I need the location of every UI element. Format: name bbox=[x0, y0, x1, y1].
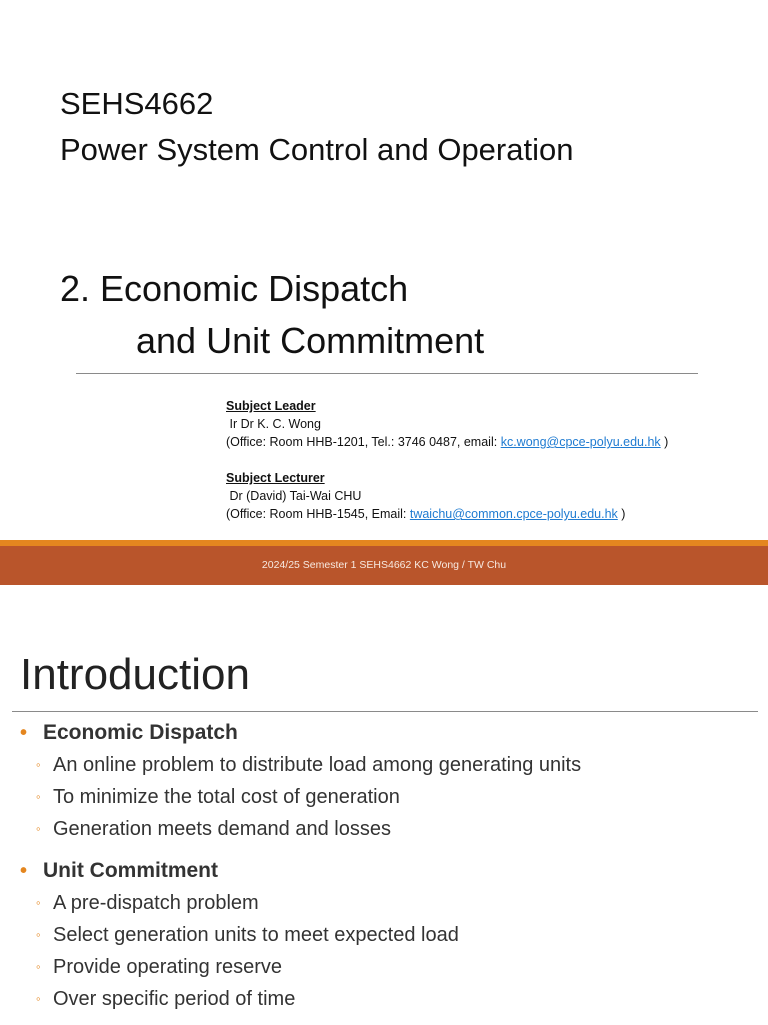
sub-bullet-item: ◦ A pre-dispatch problem bbox=[20, 887, 760, 919]
subject-leader-name: Ir Dr K. C. Wong bbox=[229, 417, 321, 431]
sub-bullet-item: ◦ Select generation units to meet expected load bbox=[20, 919, 760, 951]
subject-lecturer-name: Dr (David) Tai-Wai CHU bbox=[229, 489, 362, 503]
slide-gap bbox=[0, 585, 768, 600]
bullet-group-unit-commitment bbox=[20, 855, 760, 1015]
orange-ring-bullet-icon: ◦ bbox=[36, 991, 41, 1006]
orange-ring-bullet-icon: ◦ bbox=[36, 927, 41, 942]
subject-leader-email-link[interactable]: kc.wong@cpce-polyu.edu.hk bbox=[500, 435, 661, 449]
course-code: SEHS4662 bbox=[60, 86, 214, 121]
footer-text: 2024/25 Semester 1 SEHS4662 KC Wong / TW Chu bbox=[261, 559, 507, 571]
orange-ring-bullet-icon: ◦ bbox=[36, 821, 41, 836]
orange-dot-bullet-icon: • bbox=[20, 722, 28, 744]
topic-title-line-1: 2. Economic Dispatch bbox=[60, 268, 409, 309]
sub-bullet-item: ◦ Over specific period of time bbox=[20, 983, 760, 1015]
topic-title-line-2: and Unit Commitment bbox=[136, 320, 485, 361]
orange-ring-bullet-icon: ◦ bbox=[36, 895, 41, 910]
subject-leader-office: (Office: Room HHB-1201, Tel.: 3746 0487, email: kc.wong@cpce-polyu.edu.hk ) bbox=[226, 435, 669, 449]
orange-ring-bullet-icon: ◦ bbox=[36, 959, 41, 974]
subject-lecturer-email-link[interactable]: twaichu@common.cpce-polyu.edu.hk bbox=[409, 507, 618, 521]
bullet-heading: • Economic Dispatch bbox=[20, 717, 760, 749]
slide-title: Introduction bbox=[20, 650, 250, 699]
bullet-heading: • Unit Commitment bbox=[20, 855, 760, 887]
title-divider bbox=[76, 373, 698, 374]
introduction-slide bbox=[0, 600, 768, 1024]
sub-bullet-item: ◦ Generation meets demand and losses bbox=[20, 813, 760, 845]
subject-lecturer-heading: Subject Lecturer bbox=[226, 471, 325, 485]
course-name: Power System Control and Operation bbox=[60, 132, 574, 167]
sub-bullet-item: ◦ To minimize the total cost of generation bbox=[20, 781, 760, 813]
sub-bullet-item: ◦ Provide operating reserve bbox=[20, 951, 760, 983]
bullet-group-economic-dispatch bbox=[20, 717, 760, 845]
subject-lecturer-block bbox=[226, 469, 668, 523]
bullet-list bbox=[20, 717, 760, 1025]
orange-ring-bullet-icon: ◦ bbox=[36, 757, 41, 772]
contact-info bbox=[226, 397, 668, 523]
subject-leader-block bbox=[226, 397, 668, 451]
subject-leader-heading: Subject Leader bbox=[226, 399, 316, 413]
orange-dot-bullet-icon: • bbox=[20, 860, 28, 882]
sub-bullet-item: ◦ An online problem to distribute load among generating units bbox=[20, 749, 760, 781]
title-divider bbox=[12, 711, 758, 712]
subject-lecturer-office: (Office: Room HHB-1545, Email: twaichu@common.cpce-polyu.edu.hk ) bbox=[226, 507, 626, 521]
orange-ring-bullet-icon: ◦ bbox=[36, 789, 41, 804]
